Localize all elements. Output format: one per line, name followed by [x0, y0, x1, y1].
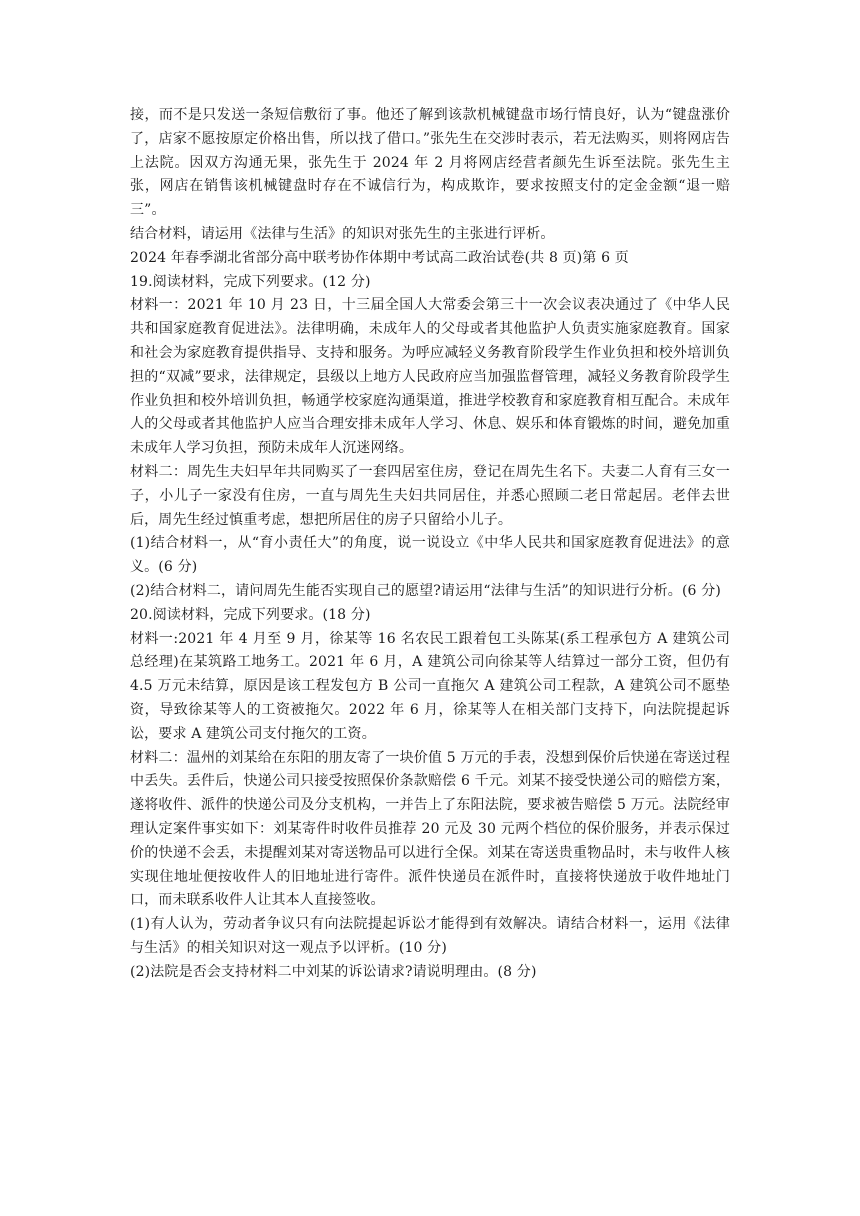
- q20-material-2: 材料二：温州的刘某给在东阳的朋友寄了一块价值 5 万元的手表，没想到保价后快递在寄送过程中丢失。丢件后，快递公司只接受按照保价条款赔偿 6 千元。刘某不接受快递公司的赔偿方案，遂将收件、派件的快递公司及分支机构，一并告上了东阳法院，要求被告赔偿 5 万元。法院经审理认定案件事实如下：刘某寄件时收件员推荐 20 元及 30 元两个档位的保价服务，并表示保过价的快递不会丢，未提醒刘某对寄送物品可以进行全保。刘某在寄送贵重物品时，未与收件人核实现住地址便按收件人的旧地址进行寄件。派件快递员在派件时，直接将快递放于收件地址门口，而未联系收件人让其本人直接签收。: [130, 749, 730, 909]
- q19-material-1: 材料一：2021 年 10 月 23 日，十三届全国人大常委会第三十一次会议表决通过了《中华人民共和国家庭教育促进法》。法律明确，未成年人的父母或者其他监护人负责实施家庭教育。国家和社会为家庭教育提供指导、支持和服务。为呼应减轻义务教育阶段学生作业负担和校外培训负担的“双减”要求，法律规定，县级以上地方人民政府应当加强监督管理，减轻义务教育阶段学生作业负担和校外培训负担，畅通学校家庭沟通渠道，推进学校教育和家庭教育相互配合。未成年人的父母或者其他监护人应当合理安排未成年人学习、休息、娱乐和体育锻炼的时间，避免加重未成年人学习负担，预防未成年人沉迷网络。: [130, 297, 730, 457]
- q19-material-2: 材料二：周先生夫妇早年共同购买了一套四居室住房，登记在周先生名下。夫妻二人育有三女一子，小儿子一家没有住房，一直与周先生夫妇共同居住，并悉心照顾二老日常起居。老伴去世后，周先生经过慎重考虑，想把所居住的房子只留给小儿子。: [130, 463, 730, 528]
- question-20-heading: 20.阅读材料，完成下列要求。(18 分): [130, 606, 371, 623]
- q19-subquestion-2: (2)结合材料二，请问周先生能否实现自己的愿望?请运用“法律与生活”的知识进行分析。(6 分): [130, 582, 721, 599]
- q20-subquestion-2: (2)法院是否会支持材料二中刘某的诉讼请求?请说明理由。(8 分): [130, 963, 537, 980]
- case-continuation-paragraph: 接，而不是只发送一条短信敷衍了事。他还了解到该款机械键盘市场行情良好，认为“键盘涨价了，店家不愿按原定价格出售，所以找了借口。”张先生在交涉时表示，若无法购买，则将网店告上法院。因双方沟通无果，张先生于 2024 年 2 月将网店经营者颜先生诉至法院。张先生主张，网店在销售该机械键盘时存在不诚信行为，构成欺诈，要求按照支付的定金金额“退一赔三”。: [130, 107, 730, 219]
- document-page: [130, 104, 730, 984]
- question-19-heading: 19.阅读材料，完成下列要求。(12 分): [130, 273, 371, 290]
- question-18-prompt: 结合材料，请运用《法律与生活》的知识对张先生的主张进行评析。: [130, 225, 555, 242]
- q20-subquestion-1: (1)有人认为，劳动者争议只有向法院提起诉讼才能得到有效解决。请结合材料一，运用《法律与生活》的相关知识对这一观点予以评析。(10 分): [130, 916, 730, 956]
- page-footer-line: 2024 年春季湖北省部分高中联考协作体期中考试高二政治试卷(共 8 页)第 6 页: [130, 249, 629, 266]
- q19-subquestion-1: (1)结合材料一，从“育小责任大”的角度，说一说设立《中华人民共和国家庭教育促进法》的意义。(6 分): [130, 535, 730, 576]
- q20-material-1: 材料一:2021 年 4 月至 9 月，徐某等 16 名农民工跟着包工头陈某(系工程承包方 A 建筑公司总经理)在某筑路工地务工。2021 年 6 月，A 建筑公司向徐某等人结算过一部分工资，但仍有 4.5 万元未结算，原因是该工程发包方 B 公司一直拖欠 A 建筑公司工程款，A 建筑公司不愿垫资，导致徐某等人的工资被拖欠。2022 年 6 月，徐某等人在相关部门支持下，向法院提起诉讼，要求 A 建筑公司支付拖欠的工资。: [130, 630, 730, 742]
